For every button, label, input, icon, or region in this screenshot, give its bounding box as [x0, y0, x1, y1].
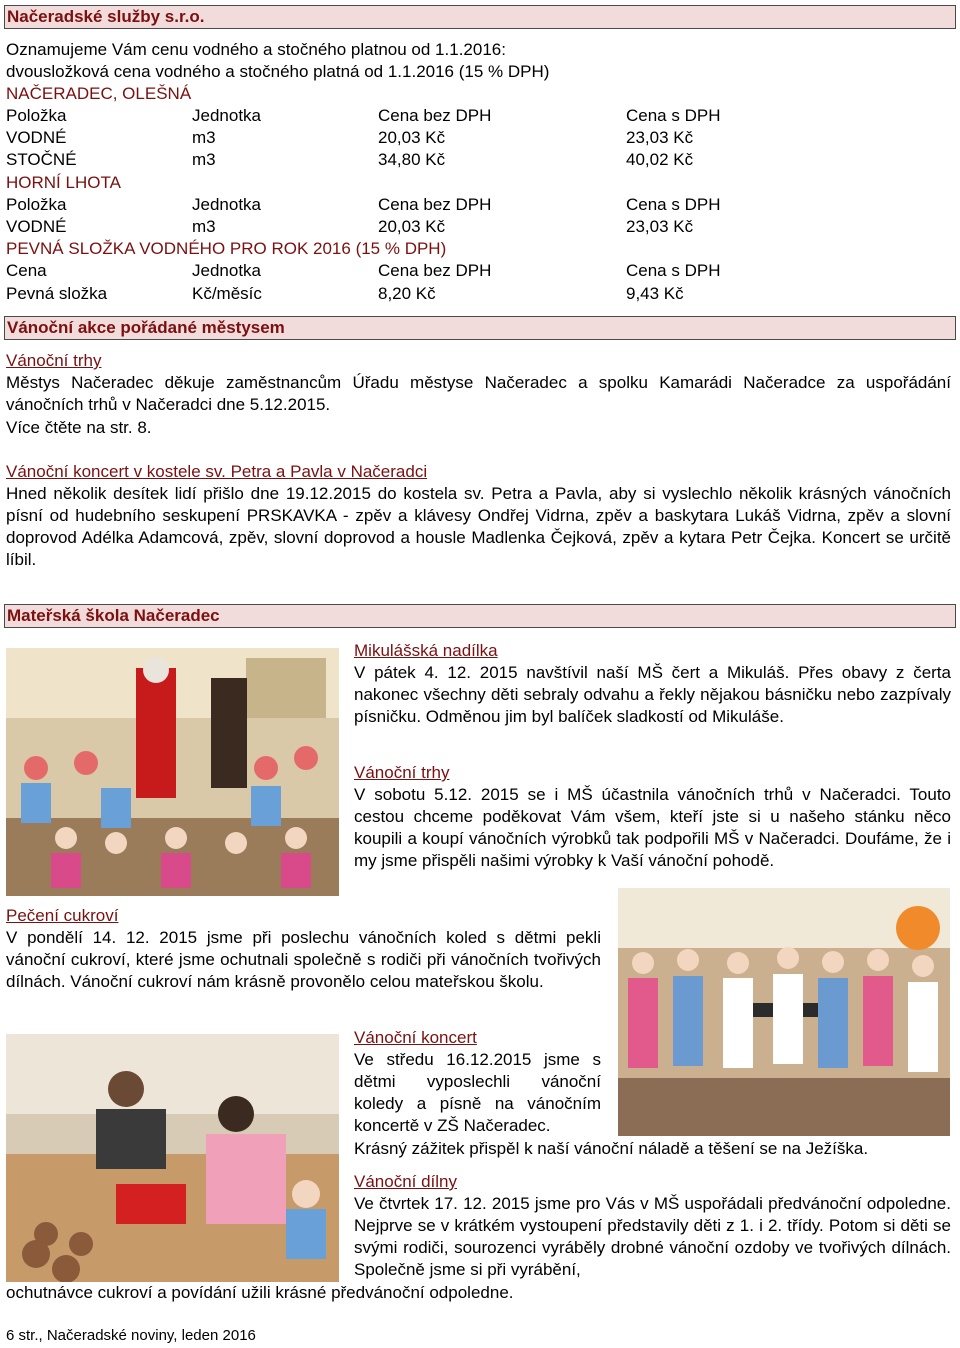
- photo-christmas-workshop: [6, 1034, 339, 1282]
- section-title-horni-lhota: HORNÍ LHOTA: [6, 173, 121, 192]
- christmas-concert-heading: Vánoční koncert v kostele sv. Petra a Pavla v Načeradci: [6, 462, 428, 481]
- table-row: VODNÉ m3 20,03 Kč 23,03 Kč: [6, 128, 694, 147]
- workshop-text: Ve čtvrtek 17. 12. 2015 jsme pro Vás v MŠ uspořádali předvánoční odpoledne. Nejprve se v krátkém vystoupení představily děti z 1. i 2. třídy. Potom si děti se svými rodiči, sourozenci vyráběly drobné vánoční ozdoby ve tvořivých dílnách. Společně jsme si při vyrábění,: [354, 1194, 951, 1279]
- kindergarten-bar: [4, 604, 956, 628]
- kg-concert-heading: Vánoční koncert: [354, 1028, 477, 1047]
- company-header-bar: [4, 5, 956, 29]
- price-intro-line2: dvousložková cena vodného a stočného platná od 1.1.2016 (15 % DPH): [6, 62, 550, 81]
- nikolaus-text: V pátek 4. 12. 2015 navštívil naší MŠ čert a Mikuláš. Přes obavy z čerta nakonec všechny děti sebraly odvahu a řekly nějakou básničku nebo zazpívaly písničku. Odměnou jim byl balíček sladkostí od Mikuláše.: [354, 663, 951, 726]
- kg-markets-text: V sobotu 5.12. 2015 se i MŠ účastnila vánočních trhů v Načeradci. Touto cestou chceme poděkovat Vám všem, kteří jste si u našeho stánku něco koupili a koupí vánočních výrobků tak podpořili MŠ v Načeradci. Doufáme, že i my jsme přispěli našimi výrobky k Vaší vánoční pohodě.: [354, 785, 951, 870]
- cookies-heading: Pečení cukroví: [6, 906, 119, 925]
- page-footer: 6 str., Načeradské noviny, leden 2016: [6, 1327, 256, 1344]
- section-title-naceradec: NAČERADEC, OLEŠNÁ: [6, 84, 192, 103]
- table-header-row: Položka Jednotka Cena bez DPH Cena s DPH: [6, 106, 721, 125]
- kindergarten-title: Mateřská škola Načeradec: [7, 606, 220, 625]
- table-row: VODNÉ m3 20,03 Kč 23,03 Kč: [6, 217, 694, 236]
- kg-concert-text-2: Krásný zážitek přispěl k naší vánoční náladě a těšení se na Ježíška.: [354, 1139, 869, 1158]
- photo-cookie-baking: [618, 888, 950, 1136]
- christmas-events-title: Vánoční akce pořádané městysem: [7, 318, 285, 337]
- christmas-markets-more: Více čtěte na str. 8.: [6, 418, 152, 437]
- christmas-markets-text: Městys Načeradec děkuje zaměstnancům Úřadu městyse Načeradec a spolku Kamarádi Načeradce za uspořádání vánočních trhů v Načeradci dne 5.12.2015.: [6, 373, 951, 414]
- nikolaus-heading: Mikulášská nadílka: [354, 641, 498, 660]
- workshop-heading: Vánoční dílny: [354, 1172, 458, 1191]
- table-header-row: Položka Jednotka Cena bez DPH Cena s DPH: [6, 195, 721, 214]
- workshop-text-2: ochutnávce cukroví a povídání užili krásné předvánoční odpoledne.: [6, 1283, 514, 1302]
- christmas-concert-text: Hned několik desítek lidí přišlo dne 19.12.2015 do kostela sv. Petra a Pavla, aby si vyslechlo několik krásných vánočních písní od hudebního seskupení PRSKAVKA - zpěv a klávesy Ondřej Vidrna, zpěv a baskytara Lukáš Vidrna, zpěv a slovní doprovod Adélka Adamcová, zpěv, slovní doprovod a housle Madlenka Čejková, zpěv a kytara Petr Čejka. Koncert se určitě líbil.: [6, 484, 951, 569]
- christmas-events-bar: [4, 316, 956, 340]
- section-title-fixed-component: PEVNÁ SLOŽKA VODNÉHO PRO ROK 2016 (15 % DPH): [6, 239, 447, 258]
- table-row: STOČNÉ m3 34,80 Kč 40,02 Kč: [6, 150, 694, 169]
- cookies-text: V pondělí 14. 12. 2015 jsme při poslechu vánočních koled s dětmi pekli vánoční cukroví, které jsme ochutnali společně s rodiči při vánočních tvořivých dílnách. Vánoční cukroví nám krásně provonělo celou mateřskou školu.: [6, 928, 601, 991]
- price-intro-line1: Oznamujeme Vám cenu vodného a stočného platnou od 1.1.2016:: [6, 40, 506, 59]
- christmas-markets-heading: Vánoční trhy: [6, 351, 102, 370]
- company-name: Načeradské služby s.r.o.: [7, 7, 205, 26]
- kg-markets-heading: Vánoční trhy: [354, 763, 450, 782]
- table-row: Pevná složka Kč/měsíc 8,20 Kč 9,43 Kč: [6, 284, 684, 303]
- kg-concert-text: Ve středu 16.12.2015 jsme s dětmi vyposlechli vánoční koledy a písně na vánočním koncertě v ZŠ Načeradec.: [354, 1050, 601, 1135]
- table-header-row: Cena Jednotka Cena bez DPH Cena s DPH: [6, 261, 721, 280]
- photo-nikolaus-visit: [6, 648, 339, 896]
